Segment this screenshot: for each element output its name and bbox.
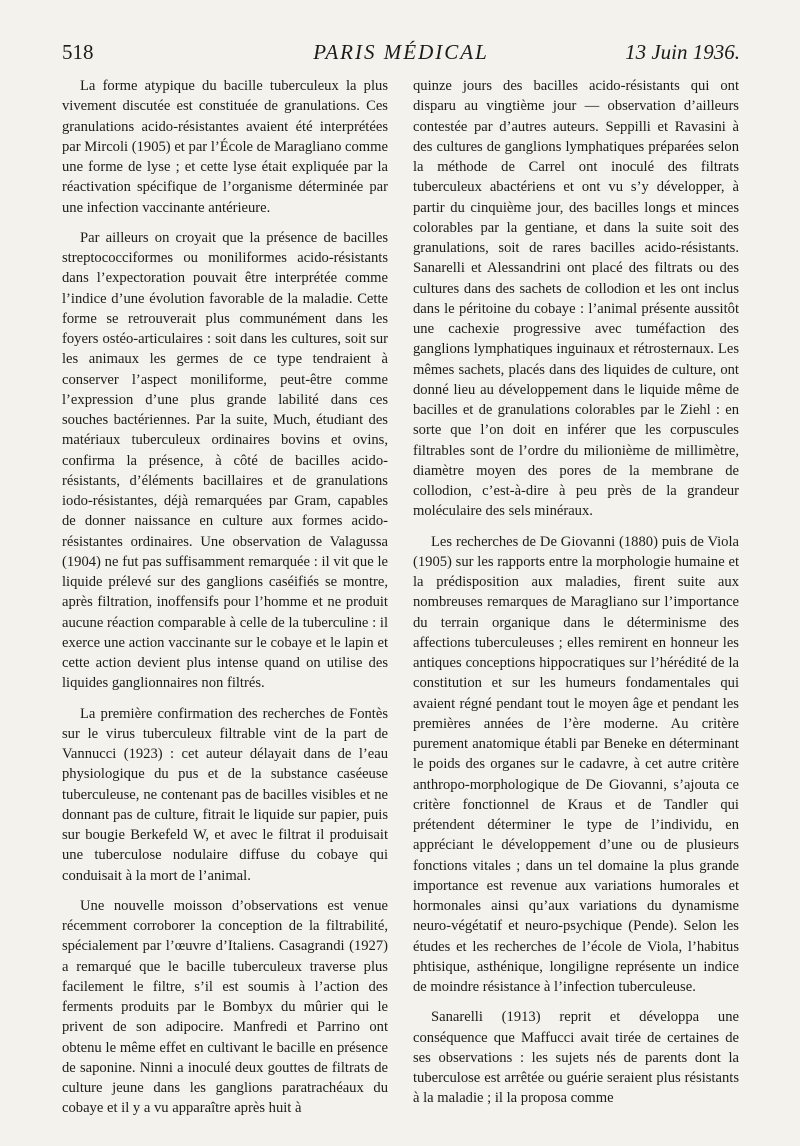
page-number: 518	[62, 40, 94, 64]
right-column	[413, 76, 739, 1119]
paragraph: La première confirmation des recherches de Fontès sur le virus tuberculeux filtrable vint de la part de Vannucci (1923) : cet auteur délayait dans de l’eau physiologique du pus et de la substance caséeuse tuberculeuse, ne contenant pas de bacilles visibles et ne donnant pas de culture, fitrait le liquide sur papier, puis sur bougie Berkefeld W, et avec le filtrat il produisait une tuberculose nodulaire diffuse du cobaye qui conduisait à la mort de l’animal.	[62, 705, 388, 884]
left-column	[62, 76, 388, 1129]
issue-date: 13 Juin 1936.	[625, 40, 740, 64]
running-header	[62, 40, 740, 72]
journal-title: PARIS MÉDICAL	[313, 40, 489, 64]
paragraph-continued: quinze jours des bacilles acido-résistants qui ont disparu au vingtième jour — observation d’ailleurs contestée par d’autres auteurs. Seppilli et Ravasini à des cultures de ganglions lymphatiques préparées selon la méthode de Carrel ont inoculé des filtrats tuberculeux abactériens et ont vu s’y développer, à partir du cinquième jour, des bacilles longs et minces colorables par la gentiane, et dans la suite soit des granulations, soit de rares bacilles acido-résistants. Sanarelli et Alessandrini ont placé des filtrats ou des cultures dans des sachets de collodion et les ont inclus dans le péritoine du cobaye : l’animal présente aussitôt une cachexie progressive avec tuméfaction des ganglions lymphatiques inguinaux et rétrosternaux. Les mêmes sachets, placés dans des liquides de culture, ont donné lieu au développement dans le liquide même de bacilles et de granulations colorables par le Ziehl : en sorte que l’on doit en inférer que les corpuscules filtrables sont de l’ordre du milionième de millimètre, diamètre moyen des pores de la membrane de collodion, c’est-à-dire à peu près de la grandeur moléculaire des sels minéraux.	[413, 78, 739, 520]
paragraph: La forme atypique du bacille tuberculeux la plus vivement discutée est constituée de granulations. Ces granulations acido-résistantes avaient été interprétées par Mircoli (1905) et par l’École de Maragliano comme une forme de lyse ; et cette lyse était expliquée par la réactivation spécifique de l’organisme déterminée par une infection vaccinante antérieure.	[62, 78, 388, 216]
paragraph: Les recherches de De Giovanni (1880) puis de Viola (1905) sur les rapports entre la morphologie humaine et la prédisposition aux maladies, firent suite aux nombreuses remarques de Maragliano sur l’importance du terrain organique dans le déterminisme des affections tuberculeuses ; elles remirent en honneur les antiques conceptions hippocratiques sur l’hérédité de la constitution et sur les humeurs fondamentales qui avaient régné pendant tout le moyen âge et pendant les premières années de l’ère moderne. Au critère purement anatomique établi par Beneke en déterminant le poids des organes sur le cadavre, à cet autre critère anthropo-morphologique de De Giovanni, s’ajouta ce critère fonctionnel de Kraus et de Tandler qui prétendent déterminer le type de l’individu, en appréciant le développement d’une ou de plusieurs fonctions vitales ; dans un tel domaine la plus grande importance est revenue aux variations humorales et hormonales ainsi qu’aux variations du dynamisme neuro-végétatif et neuro-psychique (Pende). Selon les études et les recherches de l’école de Viola, l’habitus phtisique, asthénique, longiligne représente un indice de moindre résistance à l’infection tuberculeuse.	[413, 533, 739, 995]
paragraph: Par ailleurs on croyait que la présence de bacilles streptococciformes ou moniliformes acido-résistants dans l’expectoration pouvait être interprétée comme l’indice d’une évolution favorable de la maladie. Cette forme se retrouverait plus communément dans les foyers ostéo-articulaires : soit dans les cultures, soit sur les animaux les germes de ce type tendraient à conserver l’aspect moniliforme, peut-être comme l’expression d’une plus grande labilité dans ces souches bactériennes. Par la suite, Much, étudiant des matériaux tuberculeux ordinaires bovins et ovins, confirma la présence, à côté de bacilles acido-résistants, d’éléments bacillaires et de granulations iodo-résistantes, déjà remarquées par Gram, capables de donner naissance en culture aux formes acido-résistantes ordinaires. Une observation de Valagussa (1904) ne fut pas suffisamment remarquée : il vit que le liquide prélevé sur des ganglions caséifiés se montre, après filtration, inoffensifs pour l’homme et ne produit aucune réaction comparable à celle de la tuberculine : il exerce une action vaccinante sur le cobaye et le lapin et cette action devient plus intense quand on utilise des liquides ganglionnaires non filtrés.	[62, 229, 388, 692]
paragraph: Une nouvelle moisson d’observations est venue récemment corroborer la conception de la filtrabilité, spécialement par l’œuvre d’Italiens. Casagrandi (1927) a remarqué que le bacille tuberculeux traverse plus facilement le filtre, s’il est soumis à l’action des ferments produits par le Bombyx du mûrier qui le privent de son adipocire. Manfredi et Parrino ont obtenu le même effet en cultivant le bacille en présence de saponine. Ninni a inoculé deux gouttes de filtrats de culture jeune dans les ganglions paratrachéaux du cobaye et il y a vu apparaître après huit à	[62, 897, 388, 1117]
paragraph: Sanarelli (1913) reprit et développa une conséquence que Maffucci avait tirée de certaines de ses observations : les sujets nés de parents dont la tuberculose est arrêtée ou guérie seraient plus résistants à la maladie ; il la proposa comme	[413, 1009, 739, 1107]
